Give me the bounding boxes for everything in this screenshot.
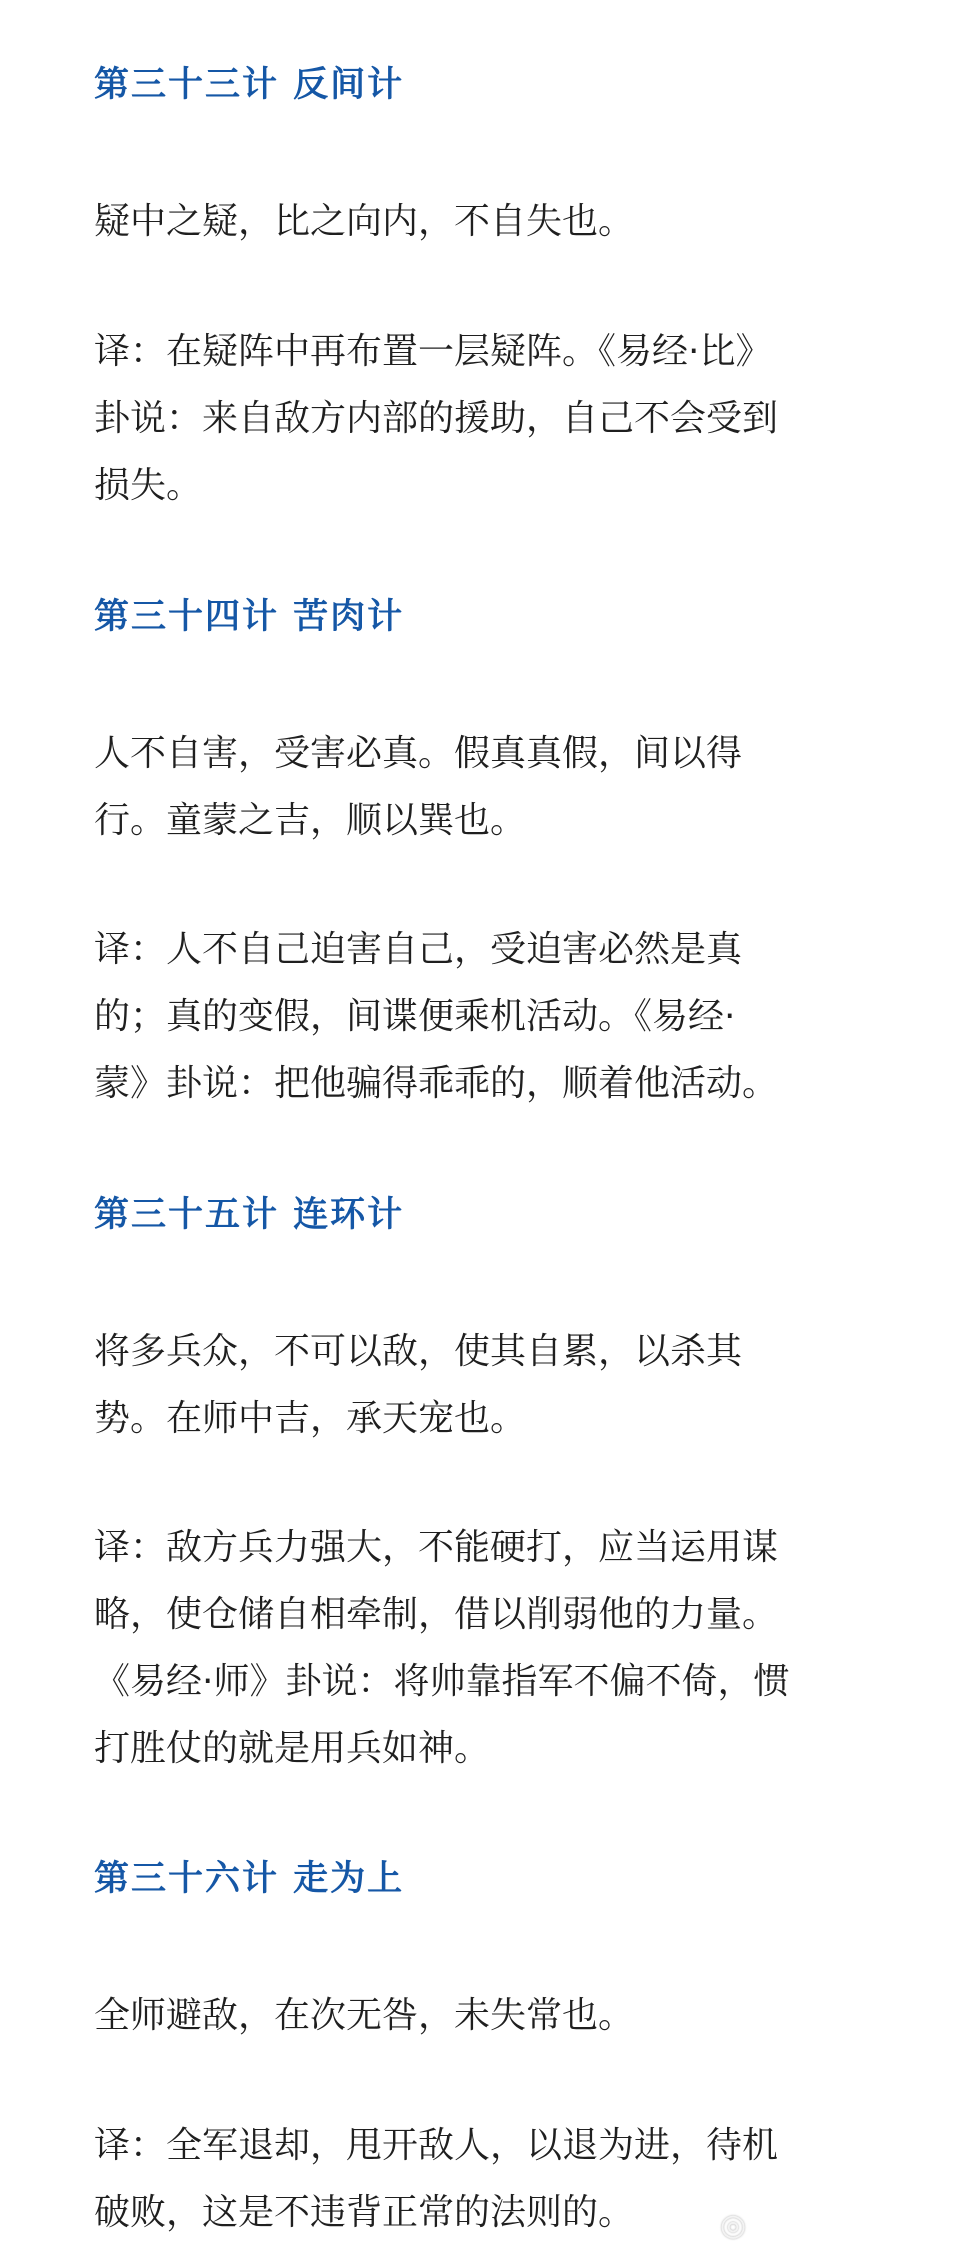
text-line: 损失。 bbox=[94, 465, 203, 506]
text-line: 人不自害，受害必真。假真真假，间以得 bbox=[94, 733, 743, 774]
section-title: 第三十五计 连环计 bbox=[94, 1195, 405, 1235]
original-text bbox=[94, 188, 634, 255]
text-line: 疑中之疑，比之向内，不自失也。 bbox=[94, 201, 635, 242]
text-line: 破败，这是不违背正常的法则的。 bbox=[94, 2192, 635, 2233]
translation-text bbox=[94, 916, 778, 1117]
text-line: 略，使仓储自相牵制，借以削弱他的力量。 bbox=[94, 1594, 779, 1635]
text-line: 译：全军退却，甩开敌人，以退为进，待机 bbox=[94, 2125, 779, 2166]
section-title: 第三十六计 走为上 bbox=[94, 1859, 405, 1899]
translation-text bbox=[94, 2112, 778, 2246]
text-line: 卦说：来自敌方内部的援助，自己不会受到 bbox=[94, 398, 779, 439]
watermark: ◎ bbox=[720, 2208, 747, 2243]
translation-text bbox=[94, 318, 778, 519]
text-line: 全师避敌，在次无咎，未失常也。 bbox=[94, 1995, 635, 2036]
text-line: 打胜仗的就是用兵如神。 bbox=[94, 1728, 491, 1769]
text-line: 蒙》卦说：把他骗得乖乖的，顺着他活动。 bbox=[94, 1063, 779, 1104]
text-line: 译：敌方兵力强大，不能硬打，应当运用谋 bbox=[94, 1527, 779, 1568]
text-line: 译：人不自己迫害自己，受迫害必然是真 bbox=[94, 929, 743, 970]
section-title: 第三十三计 反间计 bbox=[94, 65, 405, 105]
section-title: 第三十四计 苦肉计 bbox=[94, 597, 405, 637]
text-line: 行。童蒙之吉，顺以巽也。 bbox=[94, 800, 527, 841]
original-text bbox=[94, 1982, 634, 2049]
original-text bbox=[94, 720, 742, 854]
original-text bbox=[94, 1318, 742, 1452]
translation-text bbox=[94, 1514, 789, 1782]
text-line: 将多兵众，不可以敌，使其自累，以杀其 bbox=[94, 1331, 743, 1372]
text-line: 势。在师中吉，承天宠也。 bbox=[94, 1398, 527, 1439]
text-line: 译：在疑阵中再布置一层疑阵。《易经·比》 bbox=[94, 331, 772, 372]
text-line: 《易经·师》卦说：将帅靠指军不偏不倚，惯 bbox=[94, 1661, 790, 1702]
text-line: 的；真的变假，间谍便乘机活动。《易经· bbox=[94, 996, 736, 1037]
